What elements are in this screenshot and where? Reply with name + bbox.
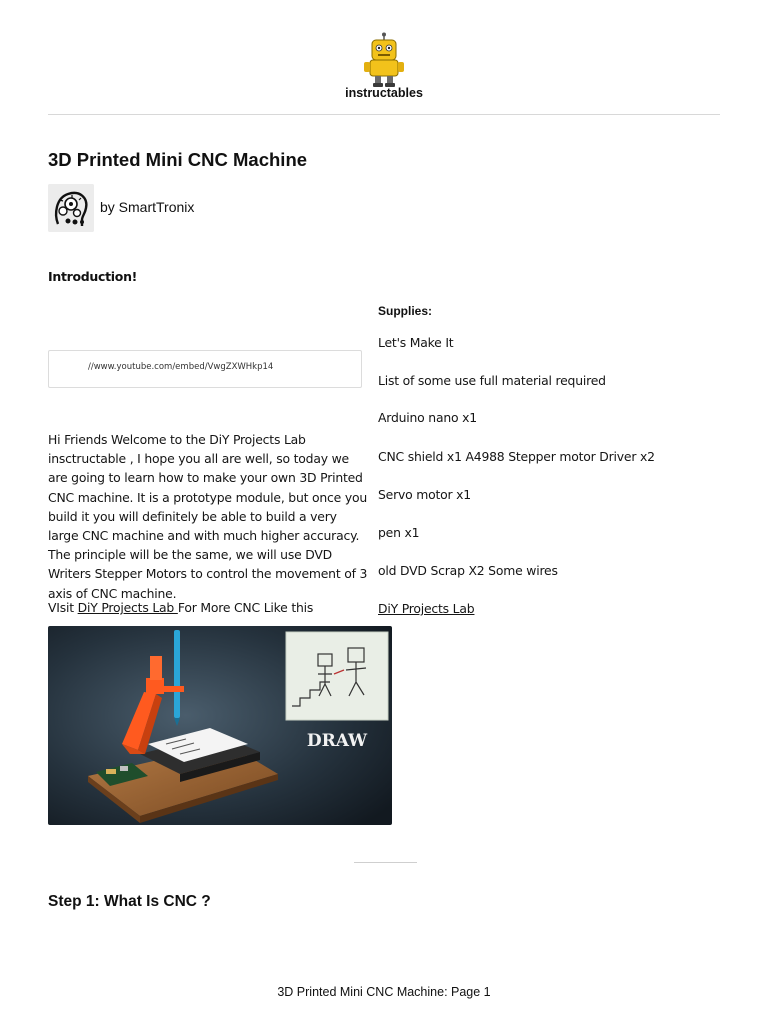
robot-logo-icon[interactable]	[360, 32, 408, 88]
page-title: 3D Printed Mini CNC Machine	[48, 149, 308, 170]
visit-prefix: VIsit	[48, 600, 78, 615]
header-divider	[48, 114, 720, 115]
step-1-title: Step 1: What Is CNC ?	[48, 893, 211, 910]
supplies-diy-projects-lab-link[interactable]: DiY Projects Lab	[378, 601, 475, 616]
intro-paragraph: Hi Friends Welcome to the DiY Projects Lab insctructable , I hope you all are well, so today we are going to learn how to make your own 3D Printed CNC machine. It is a prototype module, but once you build it you will definitely be able to build a very large CNC machine and with much higher accuracy. The principle will be the same, we will use DVD Writers Stepper Motors to control the movement of 3 axis of CNC machine.	[48, 432, 368, 601]
supply-item: Servo motor x1	[378, 487, 471, 502]
supply-item: CNC shield x1 A4988 Stepper motor Driver x2	[378, 449, 655, 464]
supply-item: List of some use full material required	[378, 373, 606, 388]
video-embed-url[interactable]: //www.youtube.com/embed/VwgZXWHkp14	[88, 362, 274, 372]
brain-gears-avatar-icon[interactable]	[48, 184, 94, 232]
section-divider	[354, 862, 417, 863]
site-name[interactable]: instructables	[345, 86, 423, 100]
cnc-machine-image	[48, 626, 392, 825]
supply-item: Let's Make It	[378, 335, 454, 350]
visit-line	[48, 600, 313, 615]
visit-suffix: For More CNC Like this	[177, 600, 314, 615]
supplies-heading: Supplies:	[378, 304, 433, 318]
supply-item: old DVD Scrap X2 Some wires	[378, 563, 558, 578]
draw-caption: DRAW	[306, 731, 368, 751]
supply-item: Arduino nano x1	[378, 410, 477, 425]
diy-projects-lab-link[interactable]: DiY Projects Lab	[77, 600, 178, 615]
author-link[interactable]: by SmartTronix	[100, 199, 195, 215]
page-footer: 3D Printed Mini CNC Machine: Page 1	[277, 985, 491, 999]
introduction-heading: Introduction!	[48, 269, 138, 284]
supply-item: pen x1	[378, 525, 420, 540]
